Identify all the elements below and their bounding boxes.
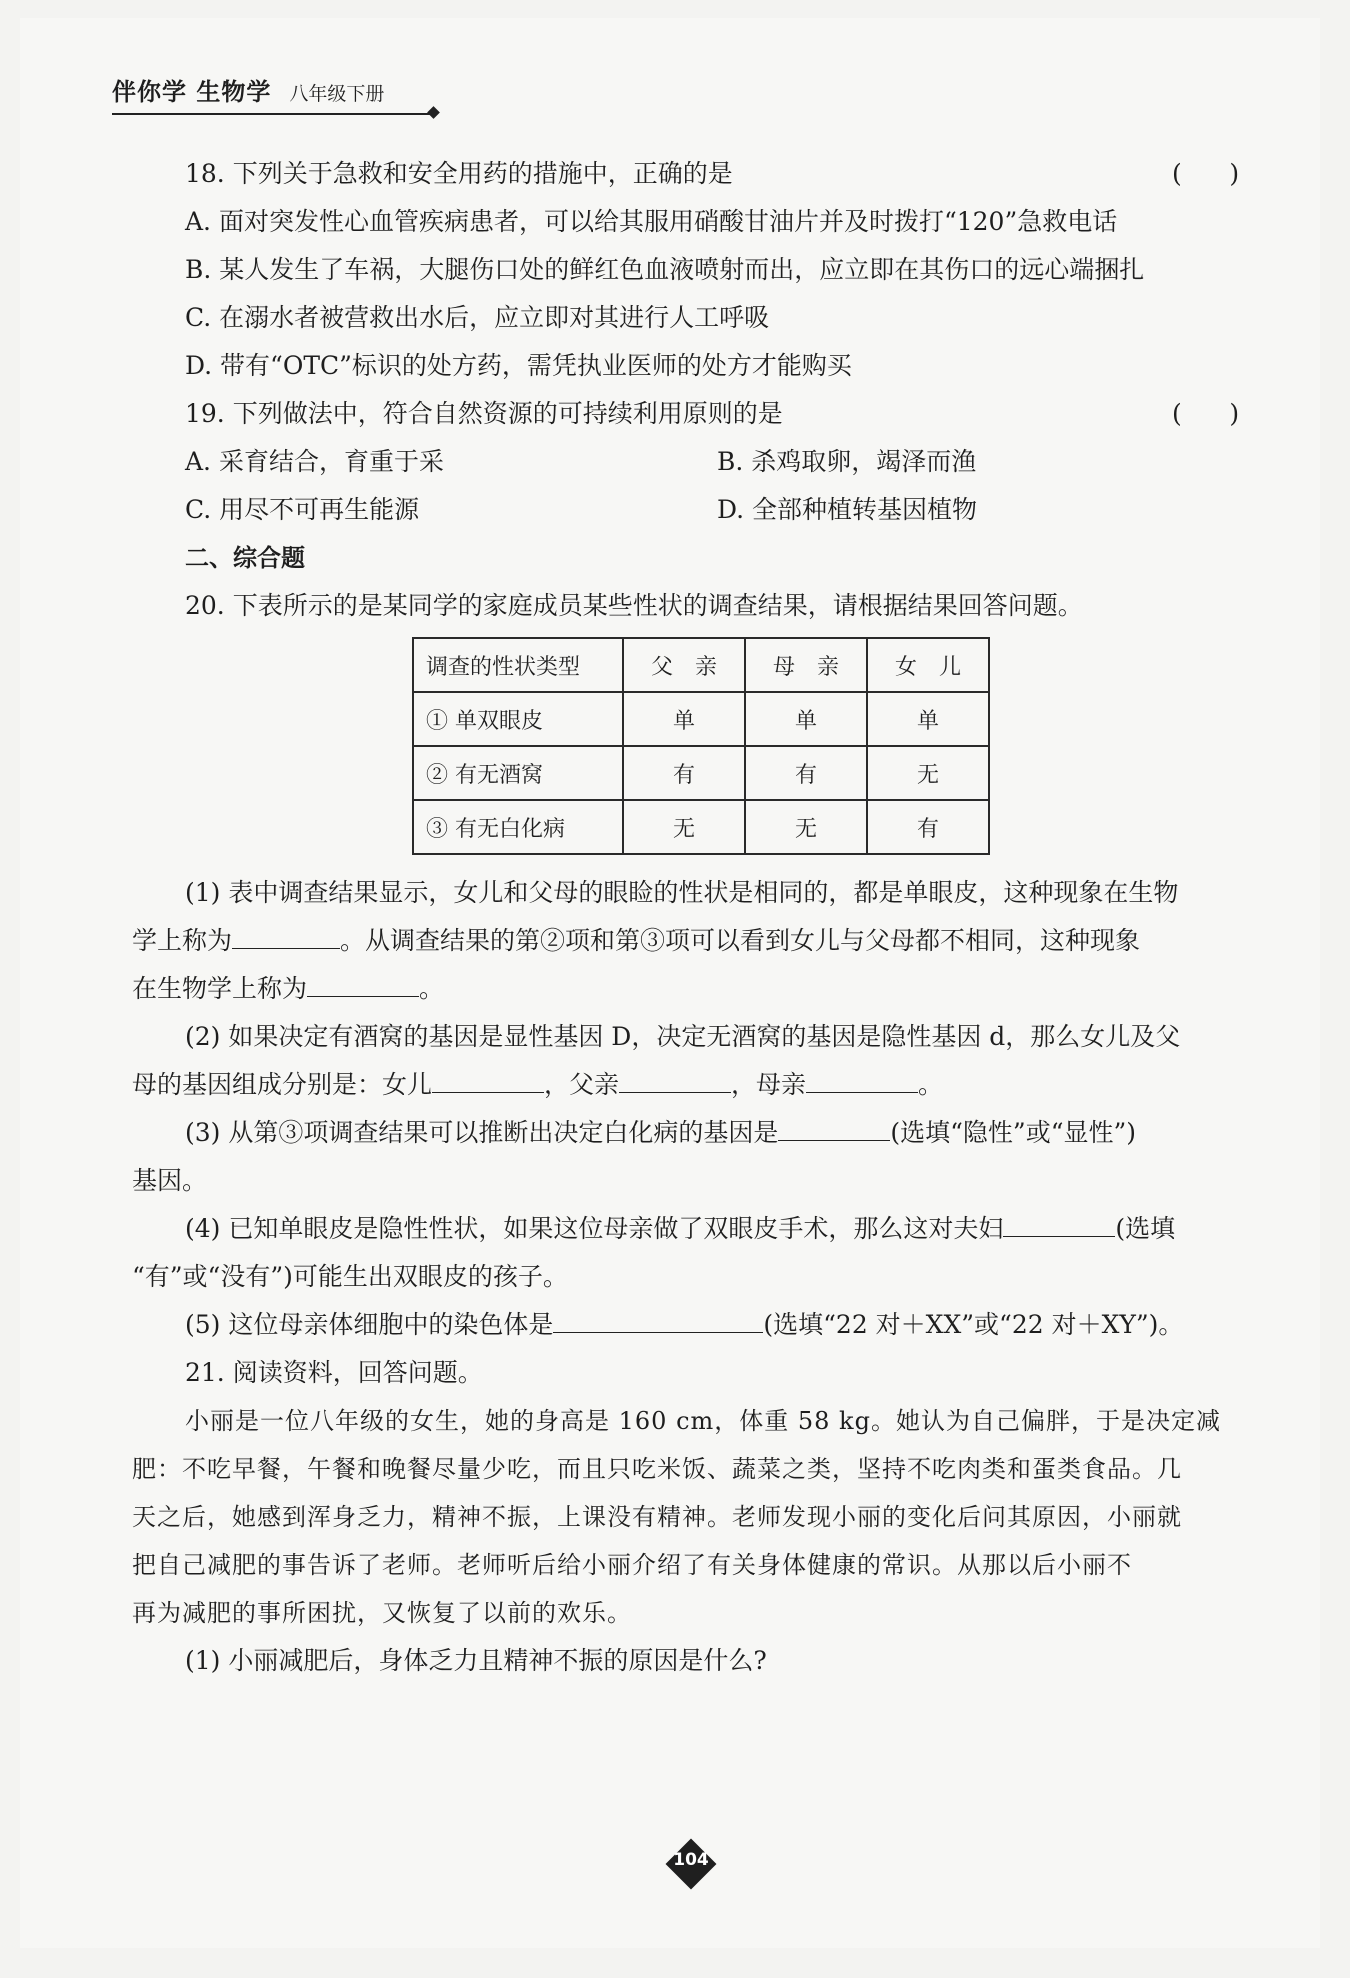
q19-option-d: D. 全部种植转基因植物 [717,495,978,524]
answer-blank[interactable] [1003,1214,1115,1237]
q19-stem: 19. 下列做法中，符合自然资源的可持续利用原则的是 [185,399,783,428]
q20-part2-line1: (2) 如果决定有酒窝的基因是显性基因 D，决定无酒窝的基因是隐性基因 d，那么女儿及父 [185,1022,1181,1051]
reading-line: 天之后，她感到浑身乏力，精神不振，上课没有精神。老师发现小丽的变化后问其原因，小丽就 [132,1503,1182,1531]
q20-part3-text: (3) 从第③项调查结果可以推断出决定白化病的基因是 [185,1118,779,1147]
q20-part5-text: (5) 这位母亲体细胞中的染色体是 [185,1310,554,1339]
q19-answer-paren: ( ) [1172,399,1240,428]
q20-part1-text: 。 [419,974,445,1003]
book-grade: 八年级下册 [289,83,385,105]
answer-blank[interactable] [232,926,340,949]
q20-stem: 20. 下表所示的是某同学的家庭成员某些性状的调查结果，请根据结果回答问题。 [185,591,1083,620]
table-header-cell: 母 亲 [745,638,867,692]
table-header-cell: 父 亲 [623,638,745,692]
table-cell: ③ 有无白化病 [413,800,623,854]
q20-part3-line2: 基因。 [132,1166,208,1195]
q21-stem: 21. 阅读资料，回答问题。 [185,1358,483,1387]
q18-option-c: C. 在溺水者被营救出水后，应立即对其进行人工呼吸 [185,303,770,332]
table-cell: 无 [623,800,745,854]
q18-stem: 18. 下列关于急救和安全用药的措施中，正确的是 [185,159,733,188]
header-rule [112,113,434,115]
q20-part5 [185,1308,1183,1342]
survey-table [412,637,990,855]
q20-part1-line3 [132,972,444,1006]
q20-part1-text: 。从调查结果的第②项和第③项可以看到女儿与父母都不相同，这种现象 [340,926,1141,955]
q20-part3-line1 [185,1116,1136,1150]
q19-option-b: B. 杀鸡取卵，竭泽而渔 [717,447,977,476]
q20-part1-line2 [132,924,1140,958]
q20-part2-text: 母的基因组成分别是：女儿 [132,1070,433,1099]
reading-line: 小丽是一位八年级的女生，她的身高是 160 cm，体重 58 kg。她认为自己偏胖，于是决定减 [185,1407,1221,1435]
table-cell: ① 单双眼皮 [413,692,623,746]
q20-part2-text: ，母亲 [731,1070,807,1099]
q20-part2-text: 。 [918,1070,944,1099]
table-cell: 无 [867,746,989,800]
table-header-cell: 女 儿 [867,638,989,692]
q18-option-a: A. 面对突发性心血管疾病患者，可以给其服用硝酸甘油片并及时拨打“120”急救电话 [185,207,1118,236]
section-heading: 二、综合题 [185,544,305,572]
q18-option-b: B. 某人发生了车祸，大腿伤口处的鲜红色血液喷射而出，应立即在其伤口的远心端捆扎 [185,255,1145,284]
table-cell: 单 [623,692,745,746]
reading-line: 把自己减肥的事告诉了老师。老师听后给小丽介绍了有关身体健康的常识。从那以后小丽不 [132,1551,1132,1579]
table-cell: 有 [867,800,989,854]
table-cell: ② 有无酒窝 [413,746,623,800]
q20-part1-text: 学上称为 [132,926,233,955]
answer-blank[interactable] [553,1310,763,1333]
table-row [413,692,989,746]
answer-blank[interactable] [432,1070,544,1093]
q21-part1: (1) 小丽减肥后，身体乏力且精神不振的原因是什么? [185,1646,767,1675]
q20-part5-text: (选填“22 对＋XX”或“22 对＋XY”)。 [763,1310,1184,1339]
reading-line: 肥：不吃早餐，午餐和晚餐尽量少吃，而且只吃米饭、蔬菜之类，坚持不吃肉类和蛋类食品。几 [132,1455,1182,1483]
page-number: 104 [673,1850,709,1870]
q20-part4-line2: “有”或“没有”)可能生出双眼皮的孩子。 [132,1262,568,1291]
q20-part2-text: ，父亲 [544,1070,620,1099]
table-row [413,800,989,854]
answer-blank[interactable] [307,974,419,997]
q18-option-d: D. 带有“OTC”标识的处方药，需凭执业医师的处方才能购买 [185,351,852,380]
book-brand: 伴你学 生物学 [112,78,272,106]
reading-line: 再为减肥的事所困扰，又恢复了以前的欢乐。 [132,1599,632,1627]
table-cell: 单 [867,692,989,746]
q20-part2-line2 [132,1068,943,1102]
table-row [413,746,989,800]
answer-blank[interactable] [806,1070,918,1093]
table-cell: 有 [623,746,745,800]
q20-part4-text: (选填 [1115,1214,1176,1243]
table-cell: 无 [745,800,867,854]
q20-part1-line1: (1) 表中调查结果显示，女儿和父母的眼睑的性状是相同的，都是单眼皮，这种现象在生物 [185,878,1179,907]
q19-option-c: C. 用尽不可再生能源 [185,495,420,524]
q20-part1-text: 在生物学上称为 [132,974,308,1003]
table-cell: 单 [745,692,867,746]
page-number-badge [669,1842,713,1886]
q20-part4-line1 [185,1212,1175,1246]
table-cell: 有 [745,746,867,800]
table-header-row [413,638,989,692]
q20-part4-text: (4) 已知单眼皮是隐性性状，如果这位母亲做了双眼皮手术，那么这对夫妇 [185,1214,1004,1243]
table-header-cell: 调查的性状类型 [413,638,623,692]
running-header [112,72,384,112]
answer-blank[interactable] [778,1118,890,1141]
q19-option-a: A. 采育结合，育重于采 [185,447,444,476]
q18-answer-paren: ( ) [1172,159,1240,188]
answer-blank[interactable] [619,1070,731,1093]
q20-part3-text: (选填“隐性”或“显性”) [890,1118,1137,1147]
